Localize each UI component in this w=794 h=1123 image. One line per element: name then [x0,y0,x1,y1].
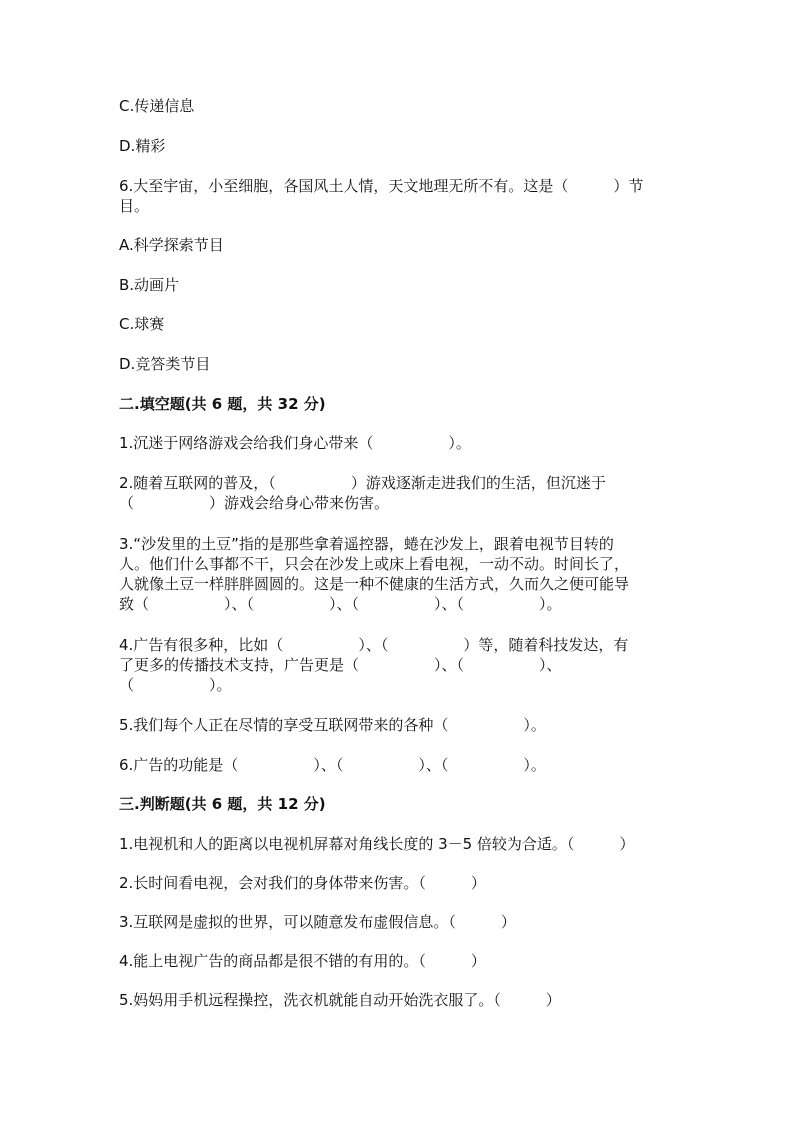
s2-q4-line2: 了更多的传播技术支持，广告更是（ ）、（ ）、 [119,656,562,674]
q6-option-b: B.动画片 [119,276,180,294]
q5-option-d: D.精彩 [119,137,166,155]
s2-q1: 1.沉迷于网络游戏会给我们身心带来（ ）。 [119,434,471,452]
s3-q4: 4.能上电视广告的商品都是很不错的有用的。（ ） [119,952,486,970]
q6-option-c: C.球赛 [119,315,165,333]
s2-q5: 5.我们每个人正在尽情的享受互联网带来的各种（ ）。 [119,716,546,734]
q6-stem-line2: 目。 [119,197,150,215]
q6-option-a: A.科学探索节目 [119,236,224,254]
s2-q3-line3: 人就像土豆一样胖胖圆圆的。这是一种不健康的生活方式，久而久之便可能导 [119,575,630,593]
s2-q6: 6.广告的功能是（ ）、（ ）、（ ）。 [119,756,546,774]
s3-q5: 5.妈妈用手机远程操控，洗衣机就能自动开始洗衣服了。（ ） [119,991,561,1009]
section3-heading: 三.判断题(共 6 题，共 12 分) [119,795,326,813]
q6-option-d: D.竞答类节目 [119,355,211,373]
s3-q2: 2.长时间看电视，会对我们的身体带来伤害。（ ） [119,874,486,892]
section2-heading: 二.填空题(共 6 题，共 32 分) [119,395,326,413]
s2-q2-line1: 2.随着互联网的普及，（ ）游戏逐渐走进我们的生活，但沉迷于 [119,474,606,492]
s3-q3: 3.互联网是虚拟的世界，可以随意发布虚假信息。（ ） [119,913,516,931]
s2-q3-line2: 人。他们什么事都不干，只会在沙发上或床上看电视，一动不动。时间长了， [119,555,630,573]
s2-q3-line1: 3.“沙发里的土豆”指的是那些拿着遥控器，蜷在沙发上，跟着电视节目转的 [119,535,614,553]
s2-q4-line1: 4.广告有很多种，比如（ ）、（ ）等，随着科技发达，有 [119,636,629,654]
q5-option-c: C.传递信息 [119,97,195,115]
s2-q3-line4: 致（ ）、（ ）、（ ）、（ ）。 [119,595,562,613]
s2-q4-line3: （ ）。 [119,676,232,694]
q6-stem-line1: 6.大至宇宙，小至细胞，各国风土人情，天文地理无所不有。这是（ ）节 [119,177,644,195]
s3-q1: 1.电视机和人的距离以电视机屏幕对角线长度的 3－5 倍较为合适。（ ） [119,835,635,853]
s2-q2-line2: （ ）游戏会给身心带来伤害。 [119,494,390,512]
